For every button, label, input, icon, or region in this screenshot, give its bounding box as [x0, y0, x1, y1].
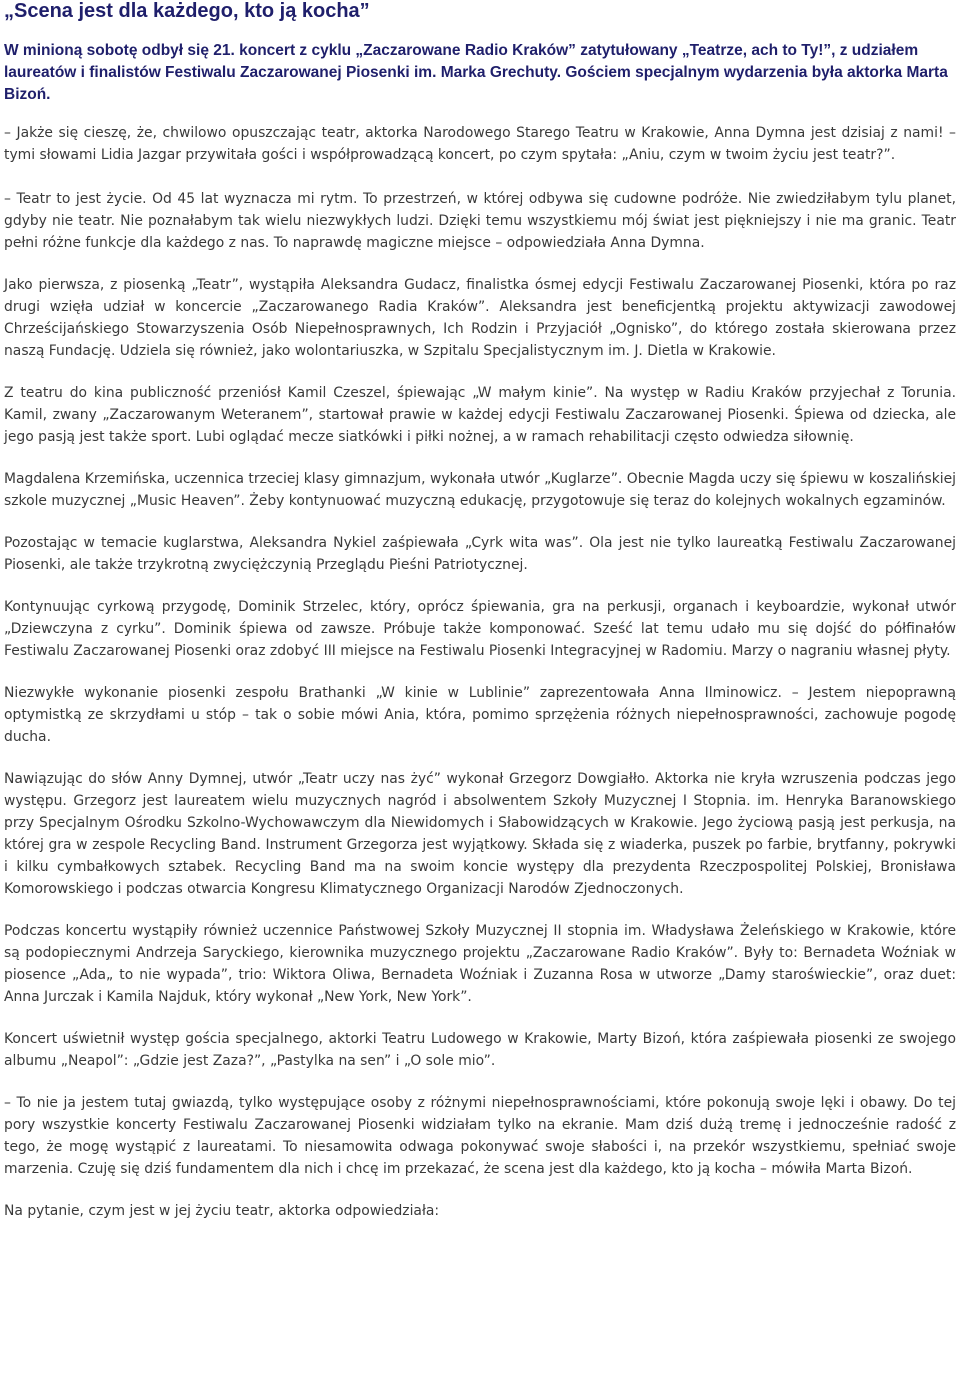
- paragraph-11: Koncert uświetnił występ gościa specjalnego, aktorki Teatru Ludowego w Krakowie, Marty Bizoń, która zaśpiewała piosenki ze swojego albumu „Neapol”: „Gdzie jest Zaza?”, „Pastylka na sen” i „O sole mio”.: [4, 1031, 956, 1069]
- paragraph-4: Z teatru do kina publiczność przeniósł Kamil Czeszel, śpiewając „W małym kinie”. Na występ w Radiu Kraków przyjechał z Torunia. Kamil, zwany „Zaczarowanym Weteranem”, startował prawie w każdej edycji Festiwalu Zaczarowanej Piosenki. Śpiewa od dziecka, ale jego pasją jest także sport. Lubi oglądać mecze siatkówki i piłki nożnej, a w ramach rehabilitacji często odwiedza siłownię.: [4, 385, 956, 445]
- article-lead: W minioną sobotę odbył się 21. koncert z cyklu „Zaczarowane Radio Kraków” zatytułowany „Teatrze, ach to Ty!”, z udziałem laureatów i finalistów Festiwalu Zaczarowanej Piosenki im. Marka Grechuty. Gościem specjalnym wydarzenia była aktorka Marta Bizoń.: [4, 42, 948, 103]
- paragraph-9: Nawiązując do słów Anny Dymnej, utwór „Teatr uczy nas żyć” wykonał Grzegorz Dowgiałło. Aktorka nie kryła wzruszenia podczas jego występu. Grzegorz jest laureatem wielu muzycznych nagród i absolwentem Szkoły Muzycznej I Stopnia. im. Henryka Baranowskiego przy Specjalnym Ośrodku Szkolno-Wychowawczym dla Niewidomych i Słabowidzących w Krakowie. Jego życiową pasją jest perkusja, na której gra w zespole Recycling Band. Instrument Grzegorza jest wyjątkowy. Składa się z wiaderka, puszek po farbie, brytfanny, pokrywki i kilku cymbałkowych sztabek. Recycling Band ma na swoim koncie występy dla prezydenta Rzeczpospolitej Polskiej, Bronisława Komorowskiego i podczas otwarcia Kongresu Klimatycznego Organizacji Narodów Zjednoczonych.: [4, 771, 956, 897]
- paragraph-1: – Jakże się cieszę, że, chwilowo opuszczając teatr, aktorka Narodowego Starego Teatru w Krakowie, Anna Dymna jest dzisiaj z nami! – tymi słowami Lidia Jazgar przywitała gości i współprowadzącą koncert, po czym spytała: „Aniu, czym w twoim życiu jest teatr?”.: [4, 125, 956, 163]
- paragraph-10: Podczas koncertu wystąpiły również uczennice Państwowej Szkoły Muzycznej II stopnia im. Władysława Żeleńskiego w Krakowie, które są podopiecznymi Andrzeja Saryckiego, kierownika muzycznego projektu „Zaczarowane Radio Kraków”. Były to: Bernadeta Woźniak w piosence „Ada„ to nie wypada”, trio: Wiktora Oliwa, Bernadeta Woźniak i Zuzanna Rosa w utworze „Damy staroświeckie”, oraz duet: Anna Jurczak i Kamila Najduk, który wykonał „New York, New York”.: [4, 923, 956, 1005]
- paragraph-12: – To nie ja jestem tutaj gwiazdą, tylko występujące osoby z różnymi niepełnosprawnościami, które pokonują swoje lęki i obawy. Do tej pory wszystkie koncerty Festiwalu Zaczarowanej Piosenki widziałam tylko na ekranie. Mam dziś dużą tremę i jednocześnie radość z tego, że mogę wystąpić z laureatami. To niesamowita odwaga pokonywać swoje słabości i, na przekór wszystkiemu, spełniać swoje marzenia. Czuję się dziś fundamentem dla nich i chcę im przekazać, że scena jest dla każdego, kto ją kocha – mówiła Marta Bizoń.: [4, 1095, 956, 1177]
- paragraph-6: Pozostając w temacie kuglarstwa, Aleksandra Nykiel zaśpiewała „Cyrk wita was”. Ola jest nie tylko laureatką Festiwalu Zaczarowanej Piosenki, ale także trzykrotną zwyciężczynią Przeglądu Pieśni Patriotycznej.: [4, 535, 956, 573]
- paragraph-5: Magdalena Krzemińska, uczennica trzeciej klasy gimnazjum, wykonała utwór „Kuglarze”. Obecnie Magda uczy się śpiewu w koszalińskiej szkole muzycznej „Music Heaven”. Żeby kontynuować muzyczną edukację, przygotowuje się teraz do kolejnych wokalnych egzaminów.: [4, 471, 956, 509]
- paragraph-7: Kontynuując cyrkową przygodę, Dominik Strzelec, który, oprócz śpiewania, gra na perkusji, organach i keyboardzie, wykonał utwór „Dziewczyna z cyrku”. Dominik śpiewa od zawsze. Próbuje także komponować. Sześć lat temu udało mu się dojść do półfinałów Festiwalu Zaczarowanej Piosenki oraz zdobyć III miejsce na Festiwalu Piosenki Integracyjnej w Radomiu. Marzy o nagraniu własnej płyty.: [4, 599, 956, 659]
- article-title: „Scena jest dla każdego, kto ją kocha”: [4, 0, 370, 22]
- paragraph-8: Niezwykłe wykonanie piosenki zespołu Brathanki „W kinie w Lublinie” zaprezentowała Anna Ilminowicz. – Jestem niepoprawną optymistką ze skrzydłami u stóp – tak o sobie mówi Ania, która, pomimo sprzężenia różnych niepełnosprawności, zachowuje pogodę ducha.: [4, 685, 956, 745]
- paragraph-3: Jako pierwsza, z piosenką „Teatr”, wystąpiła Aleksandra Gudacz, finalistka ósmej edycji Festiwalu Zaczarowanej Piosenki, która po raz drugi wzięła udział w koncercie „Zaczarowanego Radia Kraków”. Aleksandra jest beneficjentką projektu aktywizacji zawodowej Chrześcijańskiego Stowarzyszenia Osób Niepełnosprawnych, Ich Rodzin i Przyjaciół „Ognisko”, do którego została skierowana przez naszą Fundację. Udziela się również, jako wolontariuszka, w Szpitalu Specjalistycznym im. J. Dietla w Krakowie.: [4, 277, 956, 359]
- paragraph-2: – Teatr to jest życie. Od 45 lat wyznacza mi rytm. To przestrzeń, w której odbywa się cudowne podróże. Nie zwiedziłabym tylu planet, gdyby nie teatr. Nie poznałabym tak wielu niezwykłych ludzi. Dzięki temu wszystkiemu mój świat jest piękniejszy i nie ma granic. Teatr pełni różne funkcje dla każdego z nas. To naprawdę magiczne miejsce – odpowiedziała Anna Dymna.: [4, 191, 956, 251]
- paragraph-13: Na pytanie, czym jest w jej życiu teatr, aktorka odpowiedziała:: [4, 1203, 440, 1219]
